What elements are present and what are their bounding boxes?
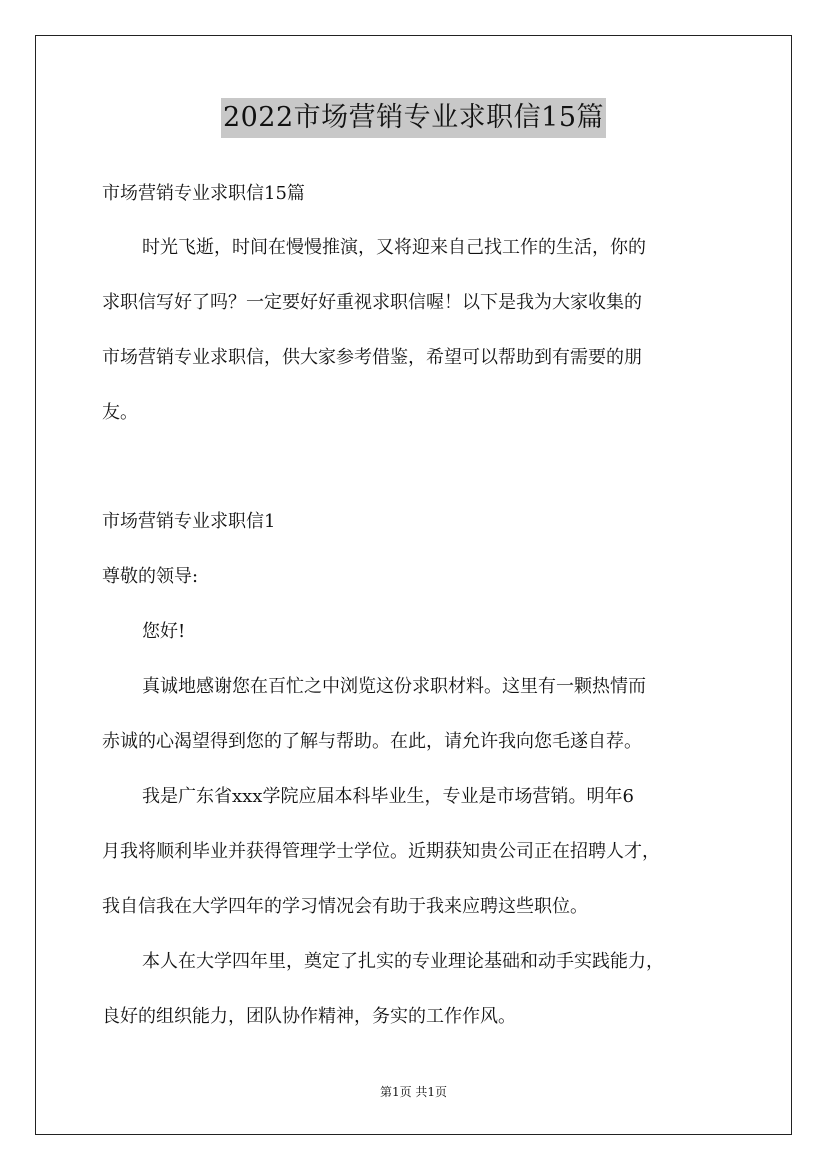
subtitle: 市场营销专业求职信15篇 — [102, 183, 305, 204]
greeting: 您好! — [142, 621, 186, 642]
blank-spacer — [102, 446, 742, 500]
intro-line: 求职信写好了吗？一定要好好重视求职信喔！以下是我为大家收集的 — [102, 292, 642, 313]
intro-line: 友。 — [102, 402, 138, 423]
body-line: 赤诚的心渴望得到您的了解与帮助。在此，请允许我向您毛遂自荐。 — [102, 731, 642, 752]
body-line: 本人在大学四年里，奠定了扎实的专业理论基础和动手实践能力， — [142, 951, 664, 972]
body-line: 我自信我在大学四年的学习情况会有助于我来应聘这些职位。 — [102, 896, 588, 917]
document-body — [102, 172, 742, 1050]
title-container — [0, 98, 827, 138]
section-heading: 市场营销专业求职信1 — [102, 511, 276, 532]
salutation: 尊敬的领导: — [102, 566, 199, 587]
intro-line: 时光飞逝，时间在慢慢推演，又将迎来自己找工作的生活，你的 — [142, 237, 646, 258]
body-line: 真诚地感谢您在百忙之中浏览这份求职材料。这里有一颗热情而 — [142, 676, 646, 697]
document-title: 2022市场营销专业求职信15篇 — [221, 98, 606, 138]
intro-line: 市场营销专业求职信，供大家参考借鉴，希望可以帮助到有需要的朋 — [102, 347, 642, 368]
body-line: 月我将顺利毕业并获得管理学士学位。近期获知贵公司正在招聘人才， — [102, 841, 660, 862]
body-line: 良好的组织能力，团队协作精神，务实的工作作风。 — [102, 1006, 516, 1027]
body-line: 我是广东省xxx学院应届本科毕业生，专业是市场营销。明年6 — [142, 786, 634, 807]
page-number-footer: 第1页 共1页 — [379, 1085, 448, 1099]
